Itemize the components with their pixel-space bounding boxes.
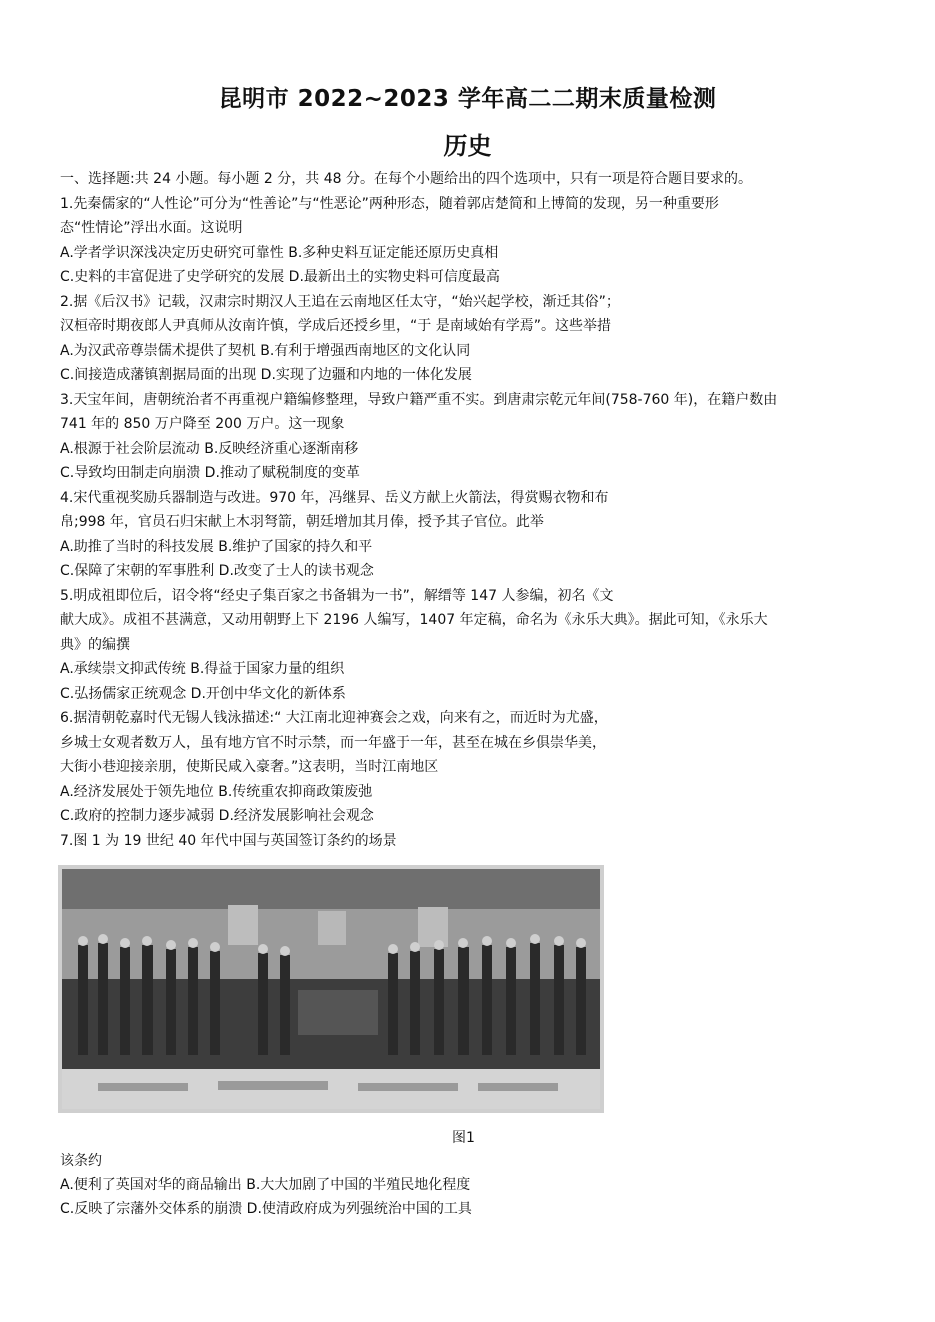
- text-line: C.弘扬儒家正统观念 D.开创中华文化的新体系: [60, 686, 346, 702]
- text-line: 1.先秦儒家的“人性论”可分为“性善论”与“性恶论”两种形态，随着郭店楚简和上博简的发现，另一种重要形: [60, 196, 719, 212]
- text-line: C.导致均田制走向崩溃 D.推动了赋税制度的变革: [60, 465, 360, 481]
- text-line: 大街小巷迎接亲朋，使斯民咸入豪奢。”这表明，当时江南地区: [60, 759, 439, 775]
- text-line: 6.据清朝乾嘉时代无锡人钱泳描述:“ 大江南北迎神赛会之戏，向来有之，而近时为尤盛，: [60, 710, 608, 726]
- text-line: C.保障了宋朝的军事胜利 D.改变了士人的读书观念: [60, 563, 374, 579]
- text-line: A.承续崇文抑武传统 B.得益于国家力量的组织: [60, 661, 345, 677]
- figure-caption: 图1: [452, 1130, 475, 1146]
- text-line: 2.据《后汉书》记载，汉肃宗时期汉人王追在云南地区任太守，“始兴起学校，渐迁其俗”；: [60, 294, 620, 310]
- text-line: 741 年的 850 万户降至 200 万户。这一现象: [60, 416, 345, 432]
- text-line: 乡城士女观者数万人，虽有地方官不时示禁，而一年盛于一年，甚至在城在乡俱崇华美，: [60, 735, 606, 751]
- text-line: 态“性情论”浮出水面。这说明: [60, 220, 243, 236]
- text-line: 该条约: [60, 1153, 102, 1169]
- exam-title: 昆明市 2022~2023 学年高二二期末质量检测: [218, 86, 717, 112]
- text-line: 一、选择题:共 24 小题。每小题 2 分，共 48 分。在每个小题给出的四个选项中，只有一项是符合题目要求的。: [60, 171, 752, 187]
- text-line: C.政府的控制力逐步减弱 D.经济发展影响社会观念: [60, 808, 374, 824]
- text-line: C.史料的丰富促进了史学研究的发展 D.最新出土的实物史料可信度最高: [60, 269, 500, 285]
- text-line: A.助推了当时的科技发展 B.维护了国家的持久和平: [60, 539, 373, 555]
- text-line: 典》的编撰: [60, 637, 130, 653]
- text-line: C.间接造成藩镇割据局面的出现 D.实现了边疆和内地的一体化发展: [60, 367, 472, 383]
- text-line: A.根源于社会阶层流动 B.反映经济重心逐渐南移: [60, 441, 359, 457]
- treaty-signing-photo: [58, 865, 604, 1113]
- text-line: 7.图 1 为 19 世纪 40 年代中国与英国签订条约的场景: [60, 833, 397, 849]
- text-line: A.为汉武帝尊崇儒术提供了契机 B.有利于增强西南地区的文化认同: [60, 343, 471, 359]
- subject-title: 历史: [443, 132, 492, 160]
- text-line: A.经济发展处于领先地位 B.传统重农抑商政策废弛: [60, 784, 373, 800]
- text-line: 3.天宝年间，唐朝统治者不再重视户籍编修整理，导致户籍严重不实。到唐肃宗乾元年间(758-760 年)，在籍户数由: [60, 392, 778, 408]
- text-line: 汉桓帝时期夜郎人尹真师从汝南许慎，学成后还授乡里，“于 是南域始有学焉”。这些举措: [60, 318, 611, 334]
- text-line: 帛;998 年，官员石归宋献上木羽弩箭，朝廷增加其月俸，授予其子官位。此举: [60, 514, 544, 530]
- text-line: 4.宋代重视奖励兵器制造与改进。970 年，冯继昇、岳义方献上火箭法，得赏赐衣物和布: [60, 490, 609, 506]
- text-line: C.反映了宗藩外交体系的崩溃 D.使清政府成为列强统治中国的工具: [60, 1201, 472, 1217]
- text-line: 5.明成祖即位后，诏令将“经史子集百家之书备辑为一书”，解缙等 147 人参编，初名《文: [60, 588, 614, 604]
- text-line: A.便利了英国对华的商品输出 B.大大加剧了中国的半殖民地化程度: [60, 1177, 471, 1193]
- text-line: 献大成》。成祖不甚满意，又动用朝野上下 2196 人编写，1407 年定稿，命名为《永乐大典》。据此可知，《永乐大: [60, 612, 768, 628]
- text-line: A.学者学识深浅决定历史研究可靠性 B.多种史料互证定能还原历史真相: [60, 245, 499, 261]
